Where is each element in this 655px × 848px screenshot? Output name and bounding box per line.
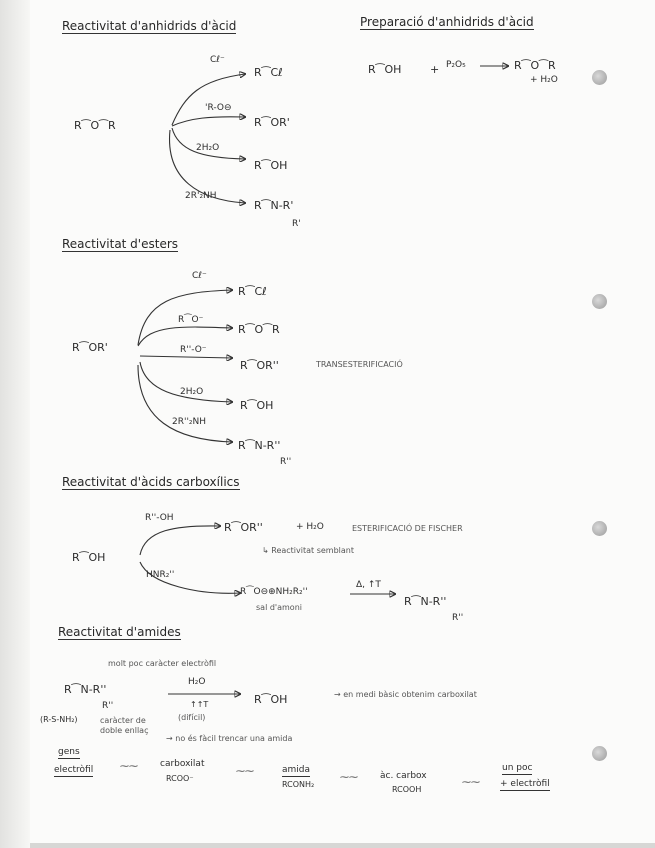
- sulfonamide-note: (R-S-NH₂): [40, 715, 78, 724]
- arrow-ester-trans: [140, 356, 232, 358]
- heading-anhydride-reactivity: Reactivitat d'anhidrids d'àcid: [62, 19, 237, 33]
- ester-reagent-water: 2H₂O: [180, 387, 204, 397]
- scale-carboxylate: carboxilat: [160, 759, 205, 769]
- acid-reagent-alcohol: R''-OH: [145, 513, 174, 523]
- acid-heat-conditions: Δ, ↑T: [356, 580, 381, 590]
- heading-anhydride-prep: Preparació d'anhidrids d'àcid: [360, 15, 534, 29]
- ester-start: R⁀OR': [72, 341, 108, 354]
- ester-product-anhydride: R⁀O⁀R: [238, 323, 280, 336]
- anhydride-start: R⁀O⁀R: [74, 119, 116, 132]
- heading-acid-reactivity: Reactivitat d'àcids carboxílics: [62, 475, 240, 489]
- anhydride-reagent-alkoxide: 'R-O⊖: [205, 103, 232, 113]
- binder-hole: [592, 294, 607, 309]
- ester-product-acyl-chloride: R⁀Cℓ: [238, 285, 267, 298]
- amide-start: R⁀N-R'': [64, 683, 107, 696]
- ester-reagent-carboxylate: R⁀O⁻: [178, 315, 204, 325]
- scale-wave-4: ⁓⁓: [462, 778, 480, 788]
- scale-carboxylate-formula: RCOO⁻: [166, 774, 194, 783]
- double-bond-character-note: caràcter de doble enllaç: [100, 716, 149, 735]
- anhydride-product-acyl-chloride: R⁀Cℓ: [254, 66, 283, 79]
- scale-acid-formula: RCOOH: [392, 785, 422, 794]
- arrow-anhydride-cl: [172, 74, 245, 125]
- binder-hole: [592, 746, 607, 761]
- amide-high-temperature: ↑↑T: [190, 700, 209, 709]
- ester-reagent-alkoxide: R''-O⁻: [180, 345, 207, 355]
- scale-right-bottom: + electròfil: [500, 779, 550, 789]
- scale-left-top: gens: [58, 747, 80, 757]
- prep-reagent: P₂O₅: [446, 60, 466, 70]
- amide-start-substituent: R'': [102, 701, 114, 711]
- ammonium-salt-label: sal d'amoni: [256, 603, 302, 612]
- anhydride-product-amide: R⁀N-R': [254, 199, 294, 212]
- prep-reactant: R⁀OH: [368, 63, 402, 76]
- scale-left-bottom: electròfil: [54, 765, 94, 775]
- ester-reagent-amine: 2R''₂NH: [172, 417, 207, 427]
- acid-amide-substituent: R'': [452, 613, 464, 623]
- similar-reactivity-note: ↳ Reactivitat semblant: [262, 546, 354, 555]
- arrow-acid-fischer: [140, 526, 220, 555]
- ester-product-new-ester: R⁀OR'': [240, 359, 279, 372]
- prep-plus: +: [430, 63, 440, 76]
- scale-amide: amida: [282, 765, 311, 775]
- binder-hole: [592, 70, 607, 85]
- ester-reagent-cl: Cℓ⁻: [192, 271, 207, 281]
- anhydride-reagent-amine: 2R'₂NH: [185, 191, 217, 201]
- acid-product-ester: R⁀OR'': [224, 521, 263, 534]
- acid-reagent-amine: HNR₂'': [146, 570, 175, 580]
- amide-difficult-note: (difícil): [178, 713, 206, 722]
- arrow-ester-anhydride: [138, 327, 232, 346]
- acid-plus-water: + H₂O: [296, 522, 324, 532]
- ester-transesterification-label: TRANSESTERIFICACIÓ: [316, 360, 403, 369]
- scale-wave-3: ⁓⁓: [340, 773, 358, 783]
- amide-hard-to-break-note: → no és fàcil trencar una amida: [166, 734, 293, 743]
- scale-acid: àc. carbox: [380, 771, 427, 781]
- ester-product-amide: R⁀N-R'': [238, 439, 281, 452]
- basic-medium-note: → en medi bàsic obtenim carboxilat: [334, 690, 477, 699]
- scale-amide-formula: RCONH₂: [282, 780, 315, 789]
- arrow-anhydride-or: [172, 117, 245, 126]
- fischer-esterification-label: ESTERIFICACIÓ DE FISCHER: [352, 524, 463, 533]
- acid-start: R⁀OH: [72, 551, 106, 564]
- prep-byproduct: + H₂O: [530, 75, 558, 85]
- prep-product: R⁀O⁀R: [514, 59, 556, 72]
- heading-ester-reactivity: Reactivitat d'esters: [62, 237, 179, 251]
- anhydride-product-acid: R⁀OH: [254, 159, 288, 172]
- scale-wave-2: ⁓⁓: [236, 767, 254, 777]
- heading-amide-reactivity: Reactivitat d'amides: [58, 625, 181, 639]
- amide-reagent-water: H₂O: [188, 677, 206, 687]
- anhydride-product-ester: R⁀OR': [254, 116, 290, 129]
- arrow-ester-amine: [138, 365, 232, 442]
- anhydride-reagent-cl: Cℓ⁻: [210, 55, 225, 65]
- binder-hole: [592, 521, 607, 536]
- anhydride-amide-substituent: R': [292, 219, 301, 229]
- acid-ammonium-salt: R⁀O⊖⊕NH₂R₂'': [240, 587, 308, 597]
- amide-product-acid: R⁀OH: [254, 693, 288, 706]
- acid-product-amide: R⁀N-R'': [404, 595, 447, 608]
- scale-right-top: un poc: [502, 763, 533, 773]
- scale-wave-1: ⁓⁓: [120, 762, 138, 772]
- anhydride-reagent-water: 2H₂O: [196, 143, 220, 153]
- amide-electrophile-note: molt poc caràcter electròfil: [108, 659, 217, 668]
- ester-product-acid: R⁀OH: [240, 399, 274, 412]
- ester-amide-substituent: R'': [280, 457, 292, 467]
